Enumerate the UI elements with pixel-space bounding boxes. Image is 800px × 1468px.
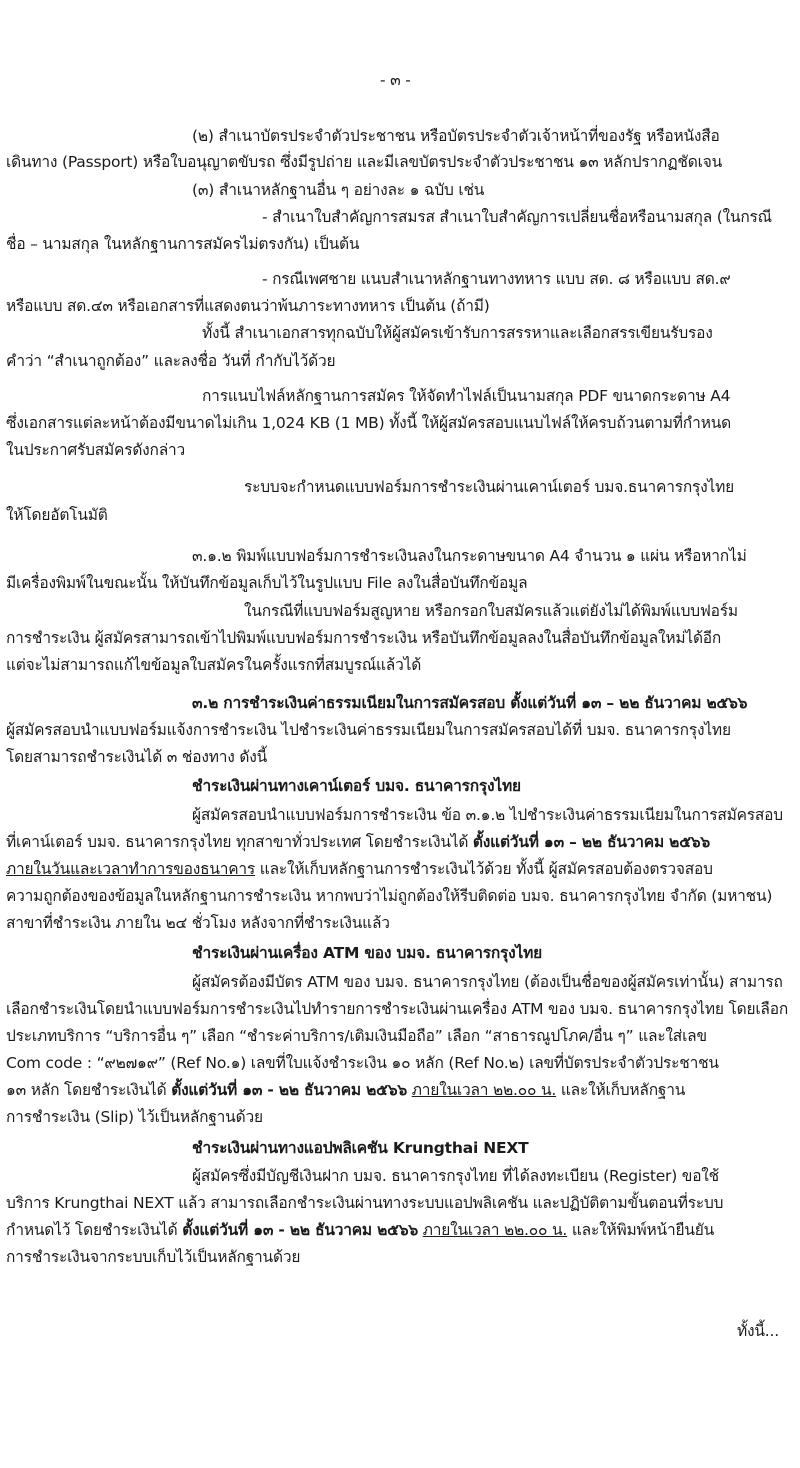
- atm-line-5: [6, 1080, 685, 1100]
- atm-line-3: ประเภทบริการ “บริการอื่น ๆ” เลือก “ชำระค่าบริการ/เติมเงินมือถือ” เลือก “สาธารณูปโภค/อื่น ๆ” และใส่เลข: [6, 1027, 707, 1045]
- print-form-line-1: ๓.๑.๒ พิมพ์แบบฟอร์มการชำระเงินลงในกระดาษขนาด A4 จำนวน ๑ แผ่น หรือหากไม่: [192, 547, 747, 565]
- atm-line-5-tail: และให้เก็บหลักฐาน: [560, 1081, 686, 1099]
- counter-line-3-text: และให้เก็บหลักฐานการชำระเงินไว้ด้วย ทั้งนี้ ผู้สมัครสอบต้องตรวจสอบ: [259, 860, 713, 878]
- counter-line-1: ผู้สมัครสอบนำแบบฟอร์มการชำระเงิน ข้อ ๓.๑.๒ ไปชำระเงินค่าธรรมเนียมในการสมัครสอบ: [192, 806, 783, 824]
- counter-date-range: ตั้งแต่วันที่ ๑๓ – ๒๒ ธันวาคม ๒๕๖๖: [472, 833, 711, 851]
- lost-form-line-3: แต่จะไม่สามารถแก้ไขข้อมูลใบสมัครในครั้งแรกที่สมบูรณ์แล้วได้: [6, 656, 422, 674]
- attach-line-2: ซึ่งเอกสารแต่ละหน้าต้องมีขนาดไม่เกิน 1,024 KB (1 MB) ทั้งนี้ ให้ผู้สมัครสอบแนบไฟล์ให้ครบถ้วนตามที่กำหนด: [6, 414, 731, 432]
- atm-line-1: ผู้สมัครต้องมีบัตร ATM ของ บมจ. ธนาคารกรุงไทย (ต้องเป็นชื่อของผู้สมัครเท่านั้น) สามารถ: [192, 973, 783, 991]
- app-line-3-tail: และให้พิมพ์หน้ายืนยัน: [571, 1221, 715, 1239]
- fee-section-line-2: ผู้สมัครสอบนำแบบฟอร์มแจ้งการชำระเงิน ไปชำระเงินค่าธรรมเนียมในการสมัครสอบได้ที่ บมจ. ธนาคารกรุงไทย: [6, 721, 731, 739]
- counter-line-4: ความถูกต้องของข้อมูลในหลักฐานการชำระเงิน หากพบว่าไม่ถูกต้องให้รีบติดต่อ บมจ. ธนาคารกรุงไทย จำกัด (มหาชน): [6, 887, 773, 905]
- counter-heading: ชำระเงินผ่านทางเคาน์เตอร์ บมจ. ธนาคารกรุงไทย: [192, 777, 521, 795]
- section-2-line-2: เดินทาง (Passport) หรือใบอนุญาตขับรถ ซึ่งมีรูปถ่าย และมีเลขบัตรประจำตัวประชาชน ๑๓ หลักปรากฏชัดเจน: [6, 153, 722, 171]
- app-line-3-text: กำหนดไว้ โดยชำระเงินได้: [6, 1221, 178, 1239]
- counter-line-3: [6, 859, 713, 879]
- section-3-bullet-2-line-2: หรือแบบ สด.๔๓ หรือเอกสารที่แสดงตนว่าพ้นภาระทางทหาร เป็นต้น (ถ้ามี): [6, 297, 490, 315]
- atm-line-6: การชำระเงิน (Slip) ไว้เป็นหลักฐานด้วย: [6, 1108, 263, 1126]
- app-line-3: [6, 1220, 714, 1240]
- atm-date-range: ตั้งแต่วันที่ ๑๓ - ๒๒ ธันวาคม ๒๕๖๖: [171, 1081, 407, 1099]
- counter-line-2-text: ที่เคาน์เตอร์ บมจ. ธนาคารกรุงไทย ทุกสาขาทั่วประเทศ โดยชำระเงินได้: [6, 833, 469, 851]
- section-3-line-1: (๓) สำเนาหลักฐานอื่น ๆ อย่างละ ๑ ฉบับ เช่น: [192, 181, 485, 199]
- section-3-bullet-1-line-1: - สำเนาใบสำคัญการสมรส สำเนาใบสำคัญการเปลี่ยนชื่อหรือนามสกุล (ในกรณี: [262, 208, 772, 226]
- section-3-bullet-1-line-2: ชื่อ – นามสกุล ในหลักฐานการสมัครไม่ตรงกัน) เป็นต้น: [6, 235, 360, 253]
- counter-line-5: สาขาที่ชำระเงิน ภายใน ๒๔ ชั่วโมง หลังจากที่ชำระเงินแล้ว: [6, 914, 390, 932]
- app-line-4: การชำระเงินจากระบบเก็บไว้เป็นหลักฐานด้วย: [6, 1248, 301, 1266]
- lost-form-line-1: ในกรณีที่แบบฟอร์มสูญหาย หรือกรอกใบสมัครแล้วแต่ยังไม่ได้พิมพ์แบบฟอร์ม: [244, 602, 738, 620]
- attach-line-1: การแนบไฟล์หลักฐานการสมัคร ให้จัดทำไฟล์เป็นนามสกุล PDF ขนาดกระดาษ A4: [202, 387, 731, 405]
- section-2-line-1: (๒) สำเนาบัตรประจำตัวประชาชน หรือบัตรประจำตัวเจ้าหน้าที่ของรัฐ หรือหนังสือ: [192, 127, 720, 145]
- app-date-range: ตั้งแต่วันที่ ๑๓ - ๒๒ ธันวาคม ๒๕๖๖: [182, 1221, 418, 1239]
- atm-line-5-text: ๑๓ หลัก โดยชำระเงินได้: [6, 1081, 167, 1099]
- atm-line-4: Com code : “๙๒๗๑๙” (Ref No.๑) เลขที่ใบแจ้งชำระเงิน ๑๐ หลัก (Ref No.๒) เลขที่บัตรประจำตัวประชาชน: [6, 1054, 719, 1072]
- atm-line-2: เลือกชำระเงินโดยนำแบบฟอร์มการชำระเงินไปทำรายการชำระเงินผ่านเครื่อง ATM ของ บมจ. ธนาคารกรุงไทย โดยเลือก: [6, 1000, 789, 1018]
- fee-section-heading: ๓.๒ การชำระเงินค่าธรรมเนียมในการสมัครสอบ ตั้งแต่วันที่ ๑๓ – ๒๒ ธันวาคม ๒๕๖๖: [192, 694, 748, 712]
- page-number: - ๓ -: [380, 71, 411, 89]
- counter-business-hours: ภายในวันและเวลาทำการของธนาคาร: [6, 860, 256, 878]
- app-line-1: ผู้สมัครซึ่งมีบัญชีเงินฝาก บมจ. ธนาคารกรุงไทย ที่ได้ลงทะเบียน (Register) ขอใช้: [192, 1167, 719, 1185]
- atm-heading: ชำระเงินผ่านเครื่อง ATM ของ บมจ. ธนาคารกรุงไทย: [192, 944, 542, 962]
- system-form-line-2: ให้โดยอัตโนมัติ: [6, 506, 108, 524]
- certify-line-1: ทั้งนี้ สำเนาเอกสารทุกฉบับให้ผู้สมัครเข้ารับการสรรหาและเลือกสรรเขียนรับรอง: [202, 324, 713, 342]
- fee-section-line-3: โดยสามารถชำระเงินได้ ๓ ช่องทาง ดังนี้: [6, 748, 267, 766]
- continued-marker: ทั้งนี้...: [737, 1322, 779, 1340]
- certify-line-2: คำว่า “สำเนาถูกต้อง” และลงชื่อ วันที่ กำกับไว้ด้วย: [6, 352, 336, 370]
- lost-form-line-2: การชำระเงิน ผู้สมัครสามารถเข้าไปพิมพ์แบบฟอร์มการชำระเงิน หรือบันทึกข้อมูลลงในสื่อบันทึกข้อมูลใหม่ได้อีก: [6, 629, 722, 647]
- atm-time-limit: ภายในเวลา ๒๒.๐๐ น.: [411, 1081, 557, 1099]
- attach-line-3: ในประกาศรับสมัครดังกล่าว: [6, 441, 186, 459]
- system-form-line-1: ระบบจะกำหนดแบบฟอร์มการชำระเงินผ่านเคาน์เตอร์ บมจ.ธนาคารกรุงไทย: [244, 478, 735, 496]
- app-time-limit: ภายในเวลา ๒๒.๐๐ น.: [422, 1221, 568, 1239]
- section-3-bullet-2-line-1: - กรณีเพศชาย แนบสำเนาหลักฐานทางทหาร แบบ สด. ๘ หรือแบบ สด.๙: [262, 270, 731, 288]
- print-form-line-2: มีเครื่องพิมพ์ในขณะนั้น ให้บันทึกข้อมูลเก็บไว้ในรูปแบบ File ลงในสื่อบันทึกข้อมูล: [6, 574, 528, 592]
- app-heading: ชำระเงินผ่านทางแอปพลิเคชัน Krungthai NEXT: [192, 1139, 529, 1157]
- counter-line-2: [6, 832, 710, 852]
- app-line-2: บริการ Krungthai NEXT แล้ว สามารถเลือกชำระเงินผ่านทางระบบแอปพลิเคชัน และปฏิบัติตามขั้นตอนที่ระบบ: [6, 1194, 724, 1212]
